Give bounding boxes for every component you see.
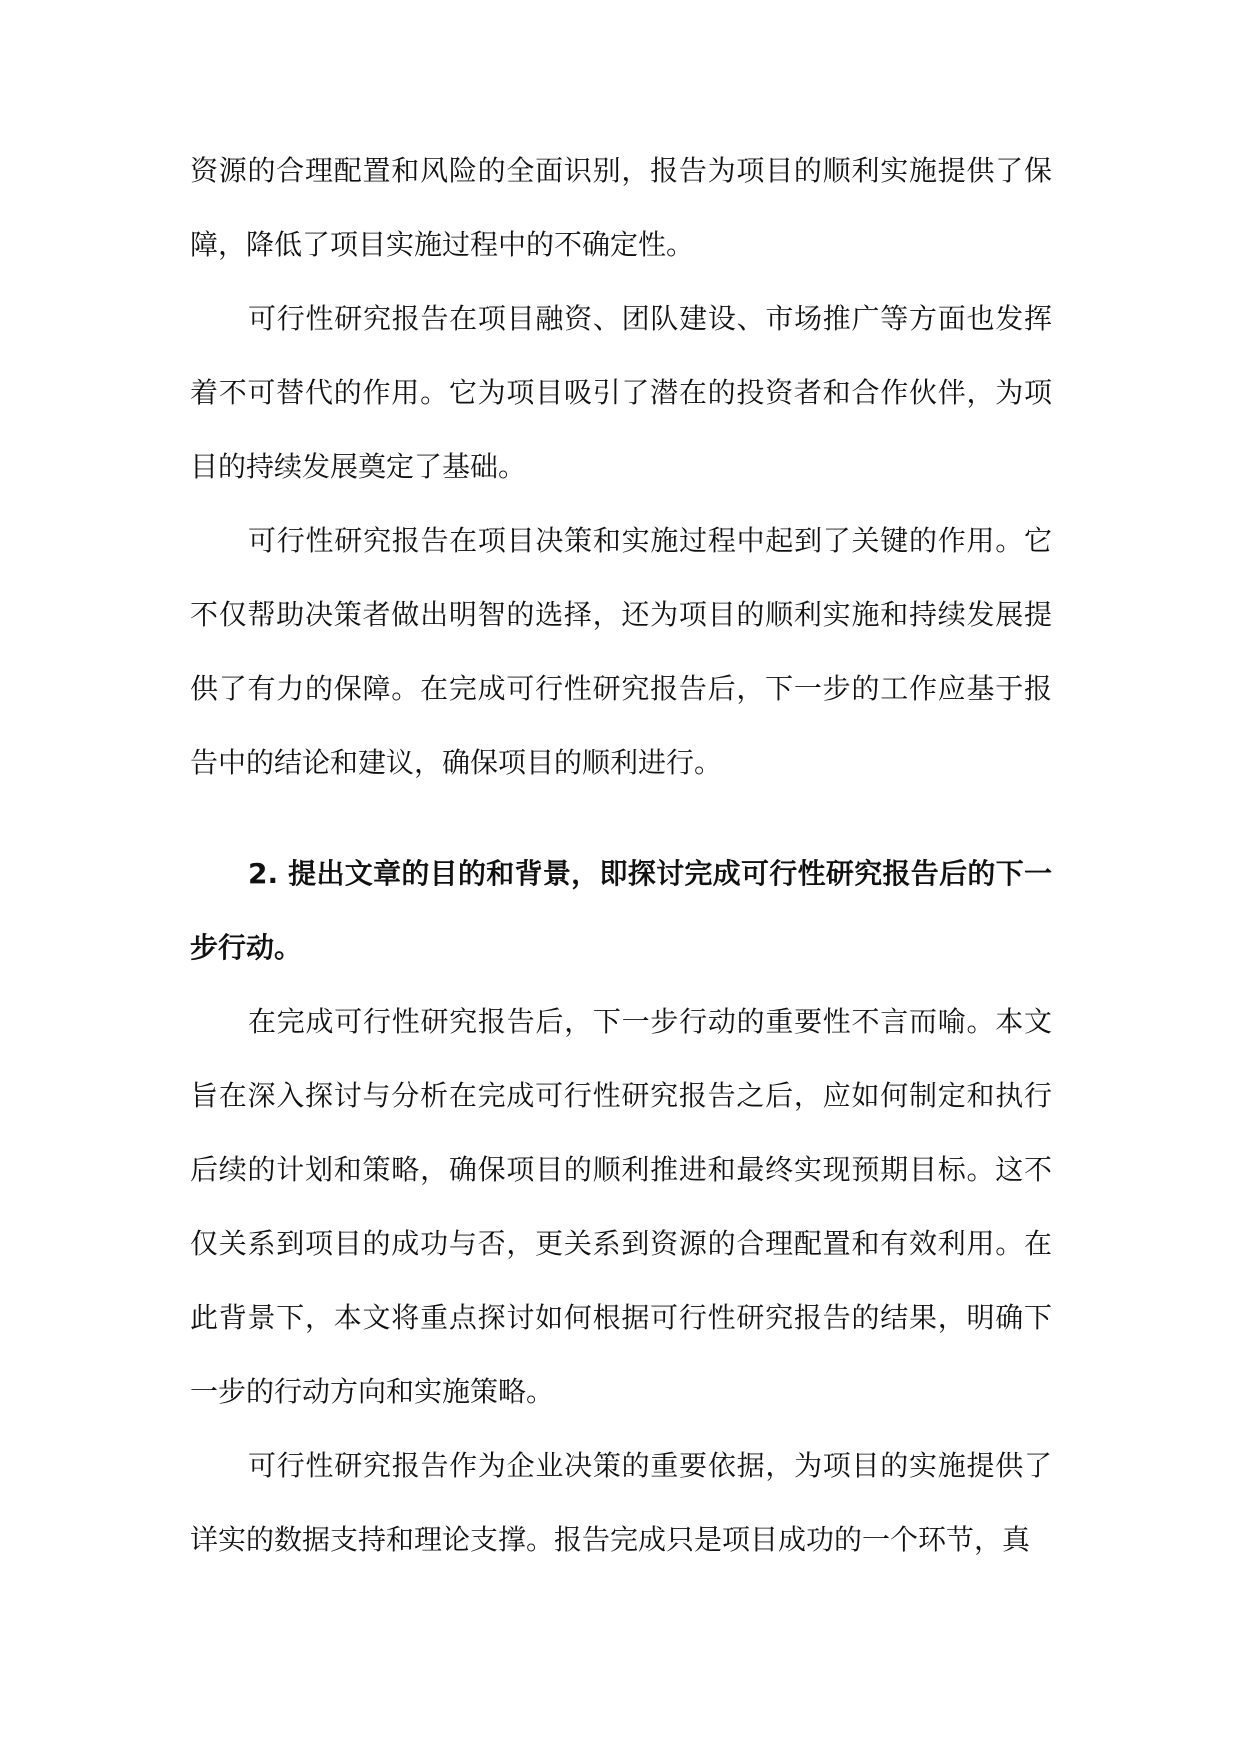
paragraph-continuation: 资源的合理配置和风险的全面识别，报告为项目的顺利实施提供了保障，降低了项目实施过程中的不确定性。 [190, 154, 1052, 261]
section-heading: 2. 提出文章的目的和背景，即探讨完成可行性研究报告后的下一步行动。 [190, 857, 1052, 964]
paragraph-role-in-decision: 可行性研究报告在项目决策和实施过程中起到了关键的作用。它不仅帮助决策者做出明智的选择，还为项目的顺利实施和持续发展提供了有力的保障。在完成可行性研究报告后，下一步的工作应基于报告中的结论和建议，确保项目的顺利进行。 [190, 524, 1052, 779]
paragraph-role-in-financing: 可行性研究报告在项目融资、团队建设、市场推广等方面也发挥着不可替代的作用。它为项目吸引了潜在的投资者和合作伙伴，为项目的持续发展奠定了基础。 [190, 302, 1052, 483]
paragraph-purpose: 在完成可行性研究报告后，下一步行动的重要性不言而喻。本文旨在深入探讨与分析在完成可行性研究报告之后，应如何制定和执行后续的计划和策略，确保项目的顺利推进和最终实现预期目标。这不仅关系到项目的成功与否，更关系到资源的合理配置和有效利用。在此背景下，本文将重点探讨如何根据可行性研究报告的结果，明确下一步的行动方向和实施策略。 [190, 1005, 1052, 1408]
paragraph-report-basis: 可行性研究报告作为企业决策的重要依据，为项目的实施提供了详实的数据支持和理论支撑。报告完成只是项目成功的一个环节，真 [190, 1449, 1052, 1556]
document-body [190, 134, 1052, 1577]
